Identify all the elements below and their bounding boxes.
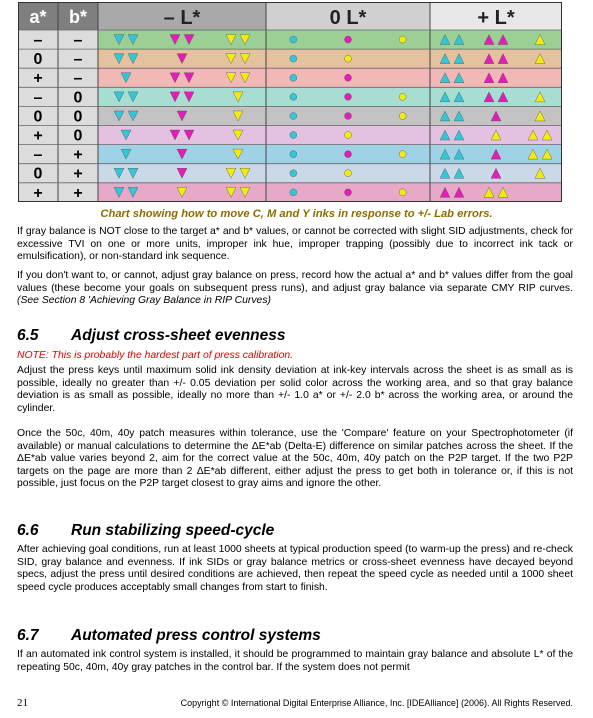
ink-dot [345,151,352,158]
ink-dot [290,55,297,62]
section-number: 6.5 [17,327,39,344]
ink-dot [399,112,406,119]
section-title: Automated press control systems [71,627,321,644]
chart-header-a: a* [29,7,47,27]
chart-row-b: – [73,70,83,88]
ink-dot [290,112,297,119]
chart-header-plus-l: + L* [477,7,515,29]
chart-row-bg [98,164,562,183]
section-6-6-heading [17,522,274,540]
chart-row-b: 0 [73,108,83,126]
ink-dot [290,93,297,100]
ink-dot [399,151,406,158]
ink-adjustment-chart [18,2,562,202]
ink-dot [290,151,297,158]
ink-dot [399,36,406,43]
ink-dot [345,36,352,43]
chart-row-bg [98,87,562,106]
ink-dot [345,132,352,139]
chart-row-a: – [33,146,43,164]
chart-caption: Chart showing how to move C, M and Y inks in response to +/- Lab errors. [100,208,493,220]
chart-row-b: – [73,51,83,69]
copyright-notice: Copyright © International Digital Enterprise Alliance, Inc. [IDEAlliance] (2006). All Rights Reserved. [180,698,573,708]
chart-header-b: b* [69,7,87,27]
chart-row-bg [98,183,562,202]
ink-dot [290,170,297,177]
ink-dot [345,74,352,81]
ink-dot [345,93,352,100]
chart-row-b: – [73,32,83,49]
section-6-5-heading [17,327,286,345]
ink-dot [290,36,297,43]
chart-row-b: 0 [73,89,83,107]
rip-curves-paragraph [17,270,573,308]
chart-row-a: + [33,70,43,88]
ink-dot [345,55,352,62]
page-number: 21 [17,697,28,709]
chart-row-a: – [33,32,43,49]
chart-row-bg [98,126,562,145]
chart-row-a: 0 [33,51,43,69]
chart-row-a: – [33,89,43,107]
chart-row-bg [98,106,562,125]
chart-row-bg [98,145,562,164]
ink-dot [290,74,297,81]
section-number: 6.6 [17,522,39,539]
ink-dot [399,93,406,100]
ink-dot [345,112,352,119]
chart-row-a: + [33,184,43,202]
chart-header-minus-l: – L* [163,7,201,29]
section-title: Adjust cross-sheet evenness [71,327,286,344]
ink-dot [399,189,406,196]
rip-curves-text: If you don't want to, or cannot, adjust gray balance on press, record how the actual a* and b* values differ from the goal values (these become your goals on subsequent press runs), and adjust gray balance via separate CMY RIP curves. [17,270,573,294]
section-number: 6.7 [17,627,39,644]
gray-balance-paragraph: If gray balance is NOT close to the target a* and b* values, or cannot be corrected with slight SID adjustments, check for excessive TVI on one or more units, improper ink hue, improper trapping (possibly due to incorrect ink tack or emulsification), or non-standard ink sequence. [17,226,573,263]
chart-row-b: + [73,165,83,183]
chart-row-bg [98,30,562,49]
chart-row-a: 0 [33,108,43,126]
ink-dot [290,132,297,139]
ink-dot [345,189,352,196]
section-6-5-note: NOTE: This is probably the hardest part of press calibration. [17,350,294,361]
ink-adjustment-chart-graphic [18,2,562,202]
ink-dot [345,170,352,177]
section-6-7-paragraph: If an automated ink control system is installed, it should be programmed to maintain gray balance and absolute L* of the repeating 50c, 40m, 40y gray patches in the control bar. If the system does not permit [17,649,573,673]
section-6-5-paragraph-2: Once the 50c, 40m, 40y patch measures within tolerance, use the 'Compare' feature on your Spectrophotometer (if available) or manual calculations to determine the ΔE*ab (Delta-E) difference on similar patches across the sheet. If the ΔE*ab value varies beyond 2, aim for the correct value at the 50c, 40m, 40y patch on the P2P target. If the two P2P targets on the page are more than 2 ΔE*ab different, either adjust the press to get both in tolerance or, if this is not possible, just focus on the P2P target closest to gray aims and ignore the other. [17,428,573,490]
chart-row-bg [98,49,562,68]
chart-row-b: + [73,184,83,202]
ink-dot [290,189,297,196]
section-title: Run stabilizing speed-cycle [71,522,275,539]
chart-header-zero-l: 0 L* [329,7,367,29]
section-6-6-paragraph: After achieving goal conditions, run at least 1000 sheets at typical production speed (to warm-up the press) and re-check SID, gray balance and evenness. If ink SIDs or gray balance metrics or cross-sheet evenness have decayed beyond specs, adjust the press until desired conditions are achieved, then repeat the speed cycle as needed until a 1000 sheet speed cycle produces acceptably small changes from start to finish. [17,544,573,593]
chart-row-bg [98,68,562,87]
chart-row-b: 0 [73,127,83,145]
chart-row-a: + [33,127,43,145]
chart-row-a: 0 [33,165,43,183]
rip-curves-reference: (See Section 8 'Achieving Gray Balance in RIP Curves) [17,295,271,307]
section-6-5-paragraph-1: Adjust the press keys until maximum solid ink density deviation at ink-key intervals across the sheet is as small as is possible, ideally no greater than +/- 0.05 deviation per solid color across the working area, and so that gray balance deviation is as small as possible, ideally no more than +/- 1.0 a* or +/- 2.0 b* across the working area, or around the cylinder. [17,365,573,414]
section-6-7-heading [17,627,321,645]
chart-row-b: + [73,146,83,164]
